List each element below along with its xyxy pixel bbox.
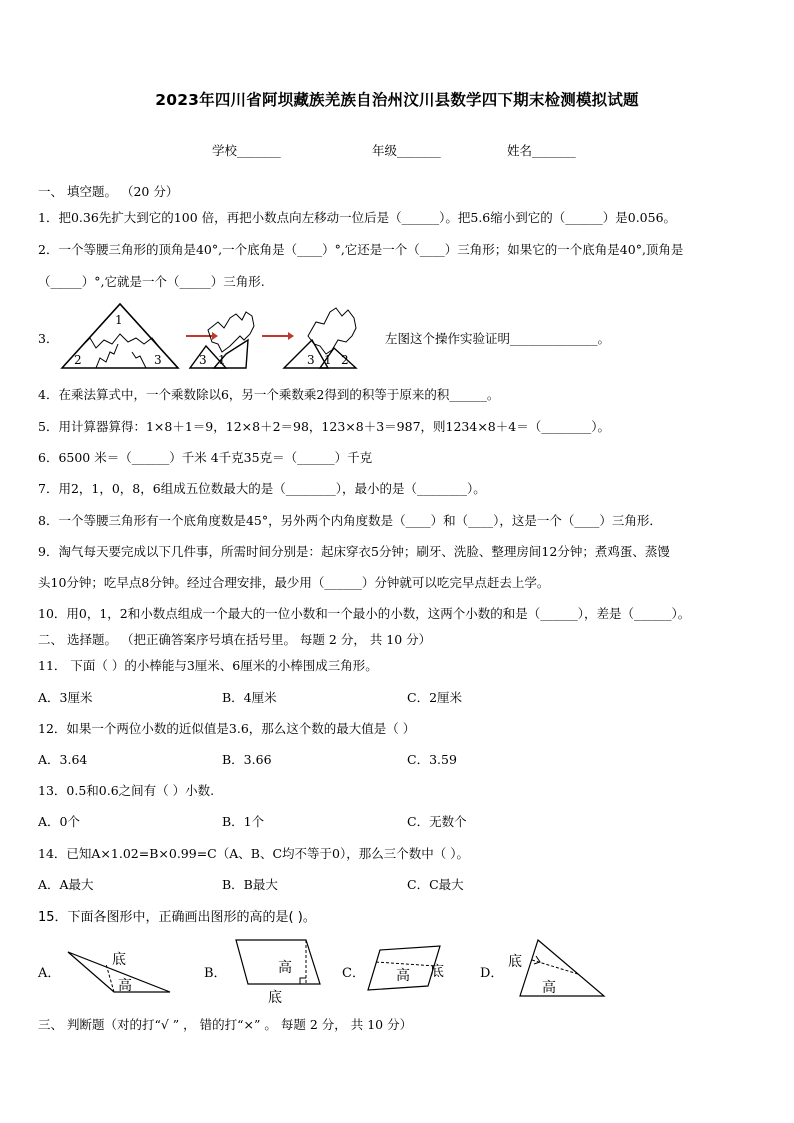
q13-option-c: C．无数个 (407, 814, 467, 829)
step3-label-3: 3 (307, 353, 315, 367)
step3-label-1: 1 (324, 353, 332, 367)
angle-label-2: 2 (74, 353, 82, 367)
question-3-number: 3． (38, 331, 59, 346)
q14-option-b: B．B最大 (222, 877, 278, 892)
question-6: 6．6500 米＝（______）千米 4千克35克＝（______）千克 (38, 450, 373, 465)
question-4: 4．在乘法算式中，一个乘数除以6，另一个乘数乘2得到的积等于原来的积______。 (38, 387, 500, 402)
rearranged-piece-3 (284, 340, 328, 368)
base-label: 底 (508, 954, 522, 970)
height-label: 高 (542, 980, 556, 996)
torn-piece-3 (308, 308, 356, 354)
arrow-head-icon (288, 332, 294, 340)
q13-option-b: B．1个 (222, 814, 265, 829)
q11-option-a: A．3厘米 (38, 690, 93, 705)
question-9-line-1: 9．淘气每天要完成以下几件事，所需时间分别是：起床穿衣5分钟；刷牙、洗脸、整理房间12分钟；煮鸡蛋、蒸馒 (38, 544, 670, 559)
q15-figure-d (506, 938, 610, 1000)
q15-figure-c (366, 944, 456, 992)
triangle-angle-sum-figure (60, 300, 380, 372)
step2-label-1: 1 (218, 353, 226, 367)
base-label: 底 (112, 952, 126, 968)
q13-option-a: A．0个 (38, 814, 80, 829)
base-label: 底 (268, 990, 282, 1006)
question-12: 12．如果一个两位小数的近似值是3.6，那么这个数的最大值是（ ） (38, 721, 416, 736)
height-label: 高 (278, 960, 292, 976)
q14-option-a: A．A最大 (38, 877, 94, 892)
name-field: 姓名_______ (507, 143, 576, 158)
tear-line-right (132, 352, 146, 368)
q15-option-c: C． (342, 966, 365, 981)
height-label: 高 (396, 968, 410, 984)
angle-label-3: 3 (154, 353, 162, 367)
q14-option-c: C．C最大 (407, 877, 464, 892)
question-2-line-2: （_____）°,它就是一个（_____）三角形. (38, 274, 265, 289)
q12-option-b: B．3.66 (222, 752, 272, 767)
question-3-text: 左图这个操作实验证明______________。 (385, 331, 611, 346)
angle-label-1: 1 (115, 313, 123, 327)
school-field: 学校_______ (212, 143, 281, 158)
question-15: 15．下面各图形中，正确画出图形的高的是( )。 (38, 910, 316, 925)
question-10: 10．用0，1，2和小数点组成一个最大的一位小数和一个最小的小数，这两个小数的和是（______），差是（______）。 (38, 606, 691, 621)
question-11: 11． 下面（ ）的小棒能与3厘米、6厘米的小棒围成三角形。 (38, 658, 378, 673)
section-heading-true-false: 三、 判断题（对的打“√ ” ， 错的打“×” 。 每题 2 分， 共 10 分） (38, 1017, 413, 1032)
tear-line-left (96, 344, 118, 368)
question-9-line-2: 头10分钟；吃早点8分钟。经过合理安排，最少用（______）分钟就可以吃完早点赶去上学。 (38, 575, 550, 590)
triangle-shape (520, 940, 604, 996)
q12-option-a: A．3.64 (38, 752, 88, 767)
height-line (376, 962, 436, 966)
question-14: 14．已知A×1.02=B×0.99=C（A、B、C均不等于0），那么三个数中（ ）。 (38, 846, 469, 861)
section-heading-choice: 二、 选择题。 （把正确答案序号填在括号里。 每题 2 分， 共 10 分） (38, 632, 432, 647)
base-label: 底 (430, 964, 444, 980)
question-1: 1．把0.36先扩大到它的100 倍，再把小数点向左移动一位后是（______）。把5.6缩小到它的（______）是0.056。 (38, 210, 677, 225)
section-heading-fill-blank: 一、 填空题。 （20 分） (38, 184, 179, 199)
q15-option-d: D． (480, 966, 504, 981)
step2-label-3: 3 (199, 353, 207, 367)
q15-option-b: B． (204, 966, 227, 981)
q11-option-c: C．2厘米 (407, 690, 463, 705)
height-label: 高 (118, 978, 132, 994)
q15-option-a: A． (38, 966, 61, 981)
grade-field: 年级_______ (372, 143, 441, 158)
question-8: 8．一个等腰三角形有一个底角度数是45°，另外两个内角度数是（____）和（____），这是一个（____）三角形． (38, 513, 662, 528)
right-angle-mark (300, 978, 306, 984)
arrow-head-icon (212, 332, 218, 340)
page-title: 2023年四川省阿坝藏族羌族自治州汶川县数学四下期末检测模拟试题 (155, 91, 639, 109)
q15-figure-a (66, 946, 172, 998)
question-13: 13．0.5和0.6之间有（ ）小数. (38, 783, 215, 798)
question-2-line-1: 2．一个等腰三角形的顶角是40°,一个底角是（____）°,它还是一个（____）三角形；如果它的一个底角是40°,顶角是 (38, 242, 684, 257)
right-angle-mark (534, 956, 540, 964)
question-7: 7．用2，1，0，8，6组成五位数最大的是（________），最小的是（________）。 (38, 481, 486, 496)
step3-label-2: 2 (341, 353, 349, 367)
question-5: 5．用计算器算得：1×8＋1＝9，12×8＋2＝98，123×8＋3＝987，则1234×8＋4＝（________）。 (38, 419, 610, 434)
q12-option-c: C．3.59 (407, 752, 457, 767)
q15-figure-b (230, 938, 326, 1006)
q11-option-b: B．4厘米 (222, 690, 277, 705)
